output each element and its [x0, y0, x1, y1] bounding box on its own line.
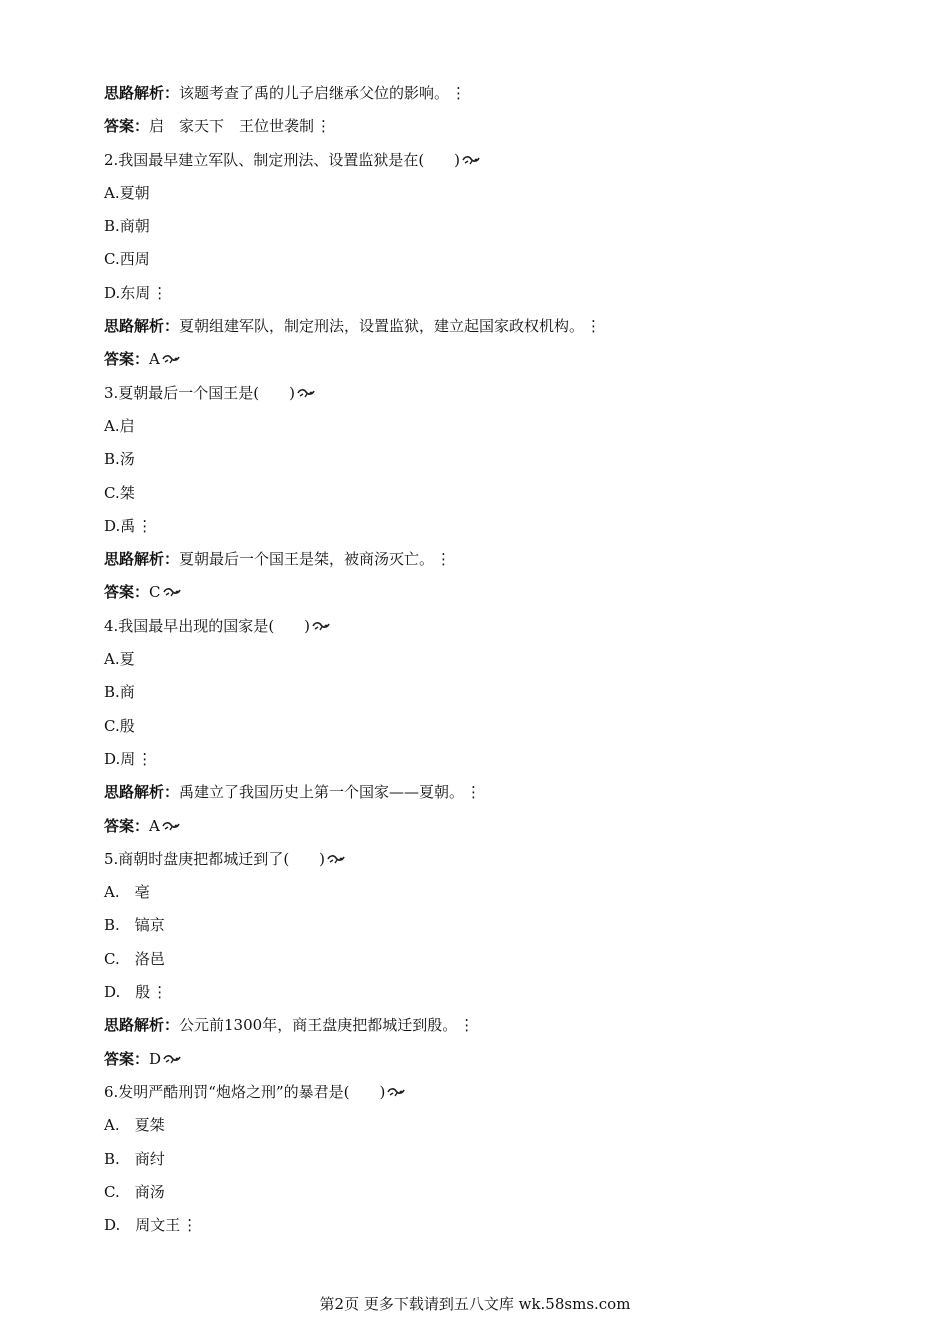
paragraph-mark-icon: ⋮ — [436, 550, 452, 569]
line-break-mark-icon — [163, 580, 181, 606]
option-line — [104, 1179, 864, 1212]
option-line — [104, 1146, 864, 1179]
question-line — [104, 147, 864, 180]
question-line — [104, 380, 864, 413]
line-text: B.商朝 — [104, 217, 150, 236]
paragraph-mark-icon: ⋮ — [137, 749, 153, 768]
analysis-label: 思路解析： — [104, 550, 180, 569]
option-line — [104, 1112, 864, 1145]
line-text: 6.发明严酷刑罚“炮烙之刑”的暴君是( ) — [104, 1082, 386, 1101]
analysis-label: 思路解析： — [104, 783, 180, 802]
line-text: C.西周 — [104, 250, 150, 269]
paragraph-mark-icon: ⋮ — [451, 84, 467, 102]
line-text: D. 周文王 — [104, 1216, 181, 1235]
line-text: B.汤 — [104, 450, 135, 469]
paragraph-mark-icon: ⋮ — [137, 516, 153, 535]
analysis-line — [104, 1012, 864, 1045]
paragraph-mark-icon: ⋮ — [459, 1016, 475, 1035]
option-line — [104, 912, 864, 945]
question-line — [104, 1079, 864, 1112]
line-text: A — [149, 816, 160, 835]
line-text: B. 镐京 — [104, 916, 165, 935]
option-line — [104, 1212, 864, 1245]
option-line — [104, 646, 864, 679]
line-text: D. 殷 — [104, 983, 151, 1002]
line-text: 夏朝组建军队，制定刑法，设置监狱，建立起国家政权机构。 — [179, 317, 585, 336]
answer-line — [104, 346, 864, 379]
line-text: C.桀 — [104, 483, 135, 502]
line-text: 5.商朝时盘庚把都城迁到了( ) — [104, 849, 326, 868]
line-text: 4.我国最早出现的国家是( ) — [104, 616, 311, 635]
line-text: A — [149, 350, 160, 369]
line-text: D.周 — [104, 749, 136, 768]
line-text: D.东周 — [104, 283, 151, 302]
option-line — [104, 746, 864, 779]
line-text: A.夏朝 — [104, 183, 150, 202]
line-break-mark-icon — [387, 1080, 405, 1106]
option-line — [104, 713, 864, 746]
option-line — [104, 979, 864, 1012]
analysis-line — [104, 313, 864, 346]
option-line — [104, 246, 864, 279]
line-text: D.禹 — [104, 516, 136, 535]
line-break-mark-icon — [297, 381, 315, 407]
answer-label: 答案： — [104, 816, 150, 835]
line-text: B.商 — [104, 683, 135, 702]
line-text: 夏朝最后一个国王是桀，被商汤灭亡。 — [179, 550, 435, 569]
paragraph-mark-icon: ⋮ — [152, 283, 168, 302]
answer-label: 答案： — [104, 583, 150, 602]
line-text: A. 夏桀 — [104, 1116, 165, 1135]
paragraph-mark-icon: ⋮ — [466, 783, 482, 802]
analysis-line — [104, 80, 864, 113]
paragraph-mark-icon: ⋮ — [152, 983, 168, 1002]
paragraph-mark-icon: ⋮ — [182, 1216, 198, 1235]
paragraph-mark-icon: ⋮ — [316, 117, 332, 136]
analysis-line — [104, 546, 864, 579]
line-text: A.启 — [104, 416, 135, 435]
line-text: 3.夏朝最后一个国王是( ) — [104, 383, 296, 402]
line-break-mark-icon — [462, 148, 480, 174]
line-text: D — [149, 1049, 162, 1068]
line-text: A. 亳 — [104, 883, 150, 902]
line-break-mark-icon — [163, 1047, 181, 1073]
option-line — [104, 180, 864, 213]
option-line — [104, 280, 864, 313]
answer-label: 答案： — [104, 350, 150, 369]
option-line — [104, 446, 864, 479]
analysis-line — [104, 779, 864, 812]
analysis-label: 思路解析： — [104, 1016, 180, 1035]
line-break-mark-icon — [312, 614, 330, 640]
paragraph-mark-icon: ⋮ — [586, 317, 602, 336]
line-text: 启 家天下 王位世袭制 — [149, 117, 315, 136]
line-break-mark-icon — [327, 847, 345, 873]
line-text: B. 商纣 — [104, 1149, 165, 1168]
line-text: C — [149, 583, 161, 602]
answer-line — [104, 813, 864, 846]
answer-label: 答案： — [104, 1049, 150, 1068]
line-text: C. 商汤 — [104, 1182, 165, 1201]
option-line — [104, 513, 864, 546]
option-line — [104, 213, 864, 246]
option-line — [104, 879, 864, 912]
analysis-label: 思路解析： — [104, 84, 180, 102]
line-text: C. 洛邑 — [104, 949, 165, 968]
answer-line — [104, 113, 864, 146]
question-line — [104, 613, 864, 646]
option-line — [104, 413, 864, 446]
line-text: 该题考查了禹的儿子启继承父位的影响。 — [179, 84, 450, 102]
option-line — [104, 480, 864, 513]
line-text: A.夏 — [104, 650, 135, 669]
answer-line — [104, 1046, 864, 1079]
question-line — [104, 846, 864, 879]
line-text: 2.我国最早建立军队、制定刑法、设置监狱是在( ) — [104, 150, 461, 169]
page-footer: 第2页 更多下载请到五八文库 wk.58sms.com — [319, 1295, 631, 1313]
line-text: 禹建立了我国历史上第一个国家——夏朝。 — [179, 783, 465, 802]
line-text: C.殷 — [104, 716, 135, 735]
line-break-mark-icon — [162, 347, 180, 373]
answer-line — [104, 579, 864, 612]
option-line — [104, 679, 864, 712]
line-break-mark-icon — [162, 814, 180, 840]
option-line — [104, 946, 864, 979]
analysis-label: 思路解析： — [104, 317, 180, 336]
answer-label: 答案： — [104, 117, 150, 136]
question-content — [104, 80, 864, 1245]
line-text: 公元前1300年，商王盘庚把都城迁到殷。 — [179, 1016, 458, 1035]
